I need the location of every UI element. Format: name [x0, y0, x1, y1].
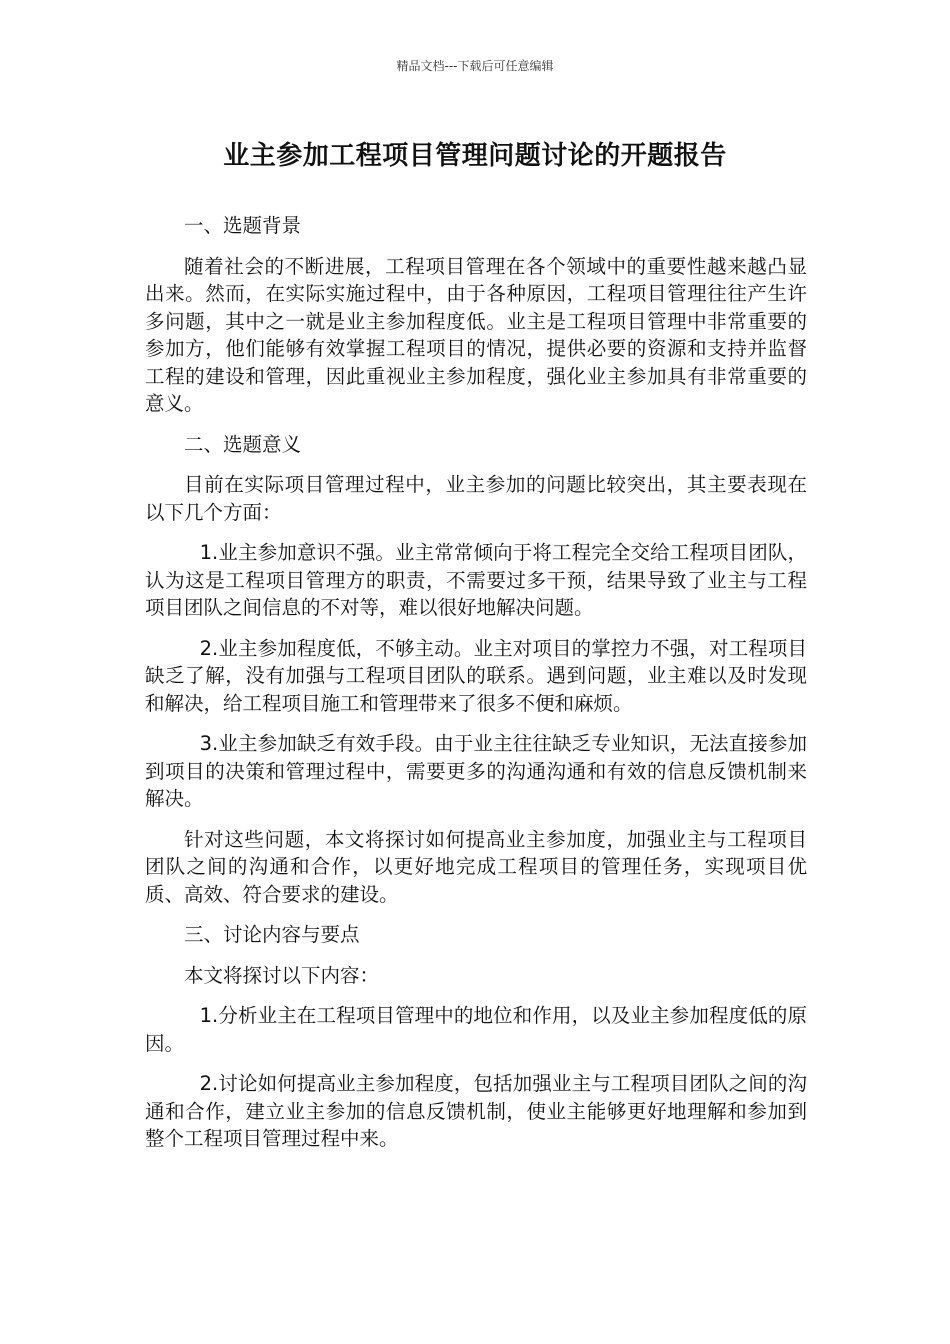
section-heading-background: 一、选题背景 [184, 214, 302, 237]
list-item-issue-3: 3.业主参加缺乏有效手段。由于业主往往缺乏专业知识，无法直接参加到项目的决策和管理过程中，需要更多的沟通沟通和有效的信息反馈机制来解决。 [145, 732, 807, 810]
list-item-issue-1: 1.业主参加意识不强。业主常常倾向于将工程完全交给工程项目团队，认为这是工程项目管理方的职责，不需要过多干预，结果导致了业主与工程项目团队之间信息的不对等，难以很好地解决问题。 [145, 541, 807, 619]
list-item-issue-2: 2.业主参加程度低，不够主动。业主对项目的掌控力不强，对工程项目缺乏了解，没有加强与工程项目团队的联系。遇到问题，业主难以及时发现和解决，给工程项目施工和管理带来了很多不便和麻烦。 [145, 636, 807, 715]
document-body [145, 212, 807, 1166]
paragraph-background: 随着社会的不断进展，工程项目管理在各个领域中的重要性越来越凸显出来。然而，在实际实施过程中，由于各种原因，工程项目管理往往产生许多问题，其中之一就是业主参加程度低。业主是工程项目管理中非常重要的参加方，他们能够有效掌握工程项目的情况，提供必要的资源和支持并监督工程的建设和管理，因此重视业主参加程度，强化业主参加具有非常重要的意义。 [145, 254, 807, 415]
list-item-content-2: 2.讨论如何提高业主参加程度，包括加强业主与工程项目团队之间的沟通和合作，建立业主参加的信息反馈机制，使业主能够更好地理解和参加到整个工程项目管理过程中来。 [145, 1072, 807, 1150]
paragraph-significance-intro: 目前在实际项目管理过程中，业主参加的问题比较突出，其主要表现在以下几个方面： [145, 473, 807, 524]
header-note: 精品文档---下载后可任意编辑 [396, 59, 554, 73]
section-heading-content: 三、讨论内容与要点 [184, 923, 360, 946]
paragraph-content-intro: 本文将探讨以下内容： [184, 963, 380, 987]
section-heading-significance: 二、选题意义 [184, 432, 302, 456]
document-title: 业主参加工程项目管理问题讨论的开题报告 [223, 141, 727, 171]
paragraph-significance-summary: 针对这些问题，本文将探讨如何提高业主参加度，加强业主与工程项目团队之间的沟通和合作，以更好地完成工程项目的管理任务，实现项目优质、高效、符合要求的建设。 [145, 827, 807, 906]
list-item-content-1: 1.分析业主在工程项目管理中的地位和作用，以及业主参加程度低的原因。 [145, 1004, 807, 1055]
